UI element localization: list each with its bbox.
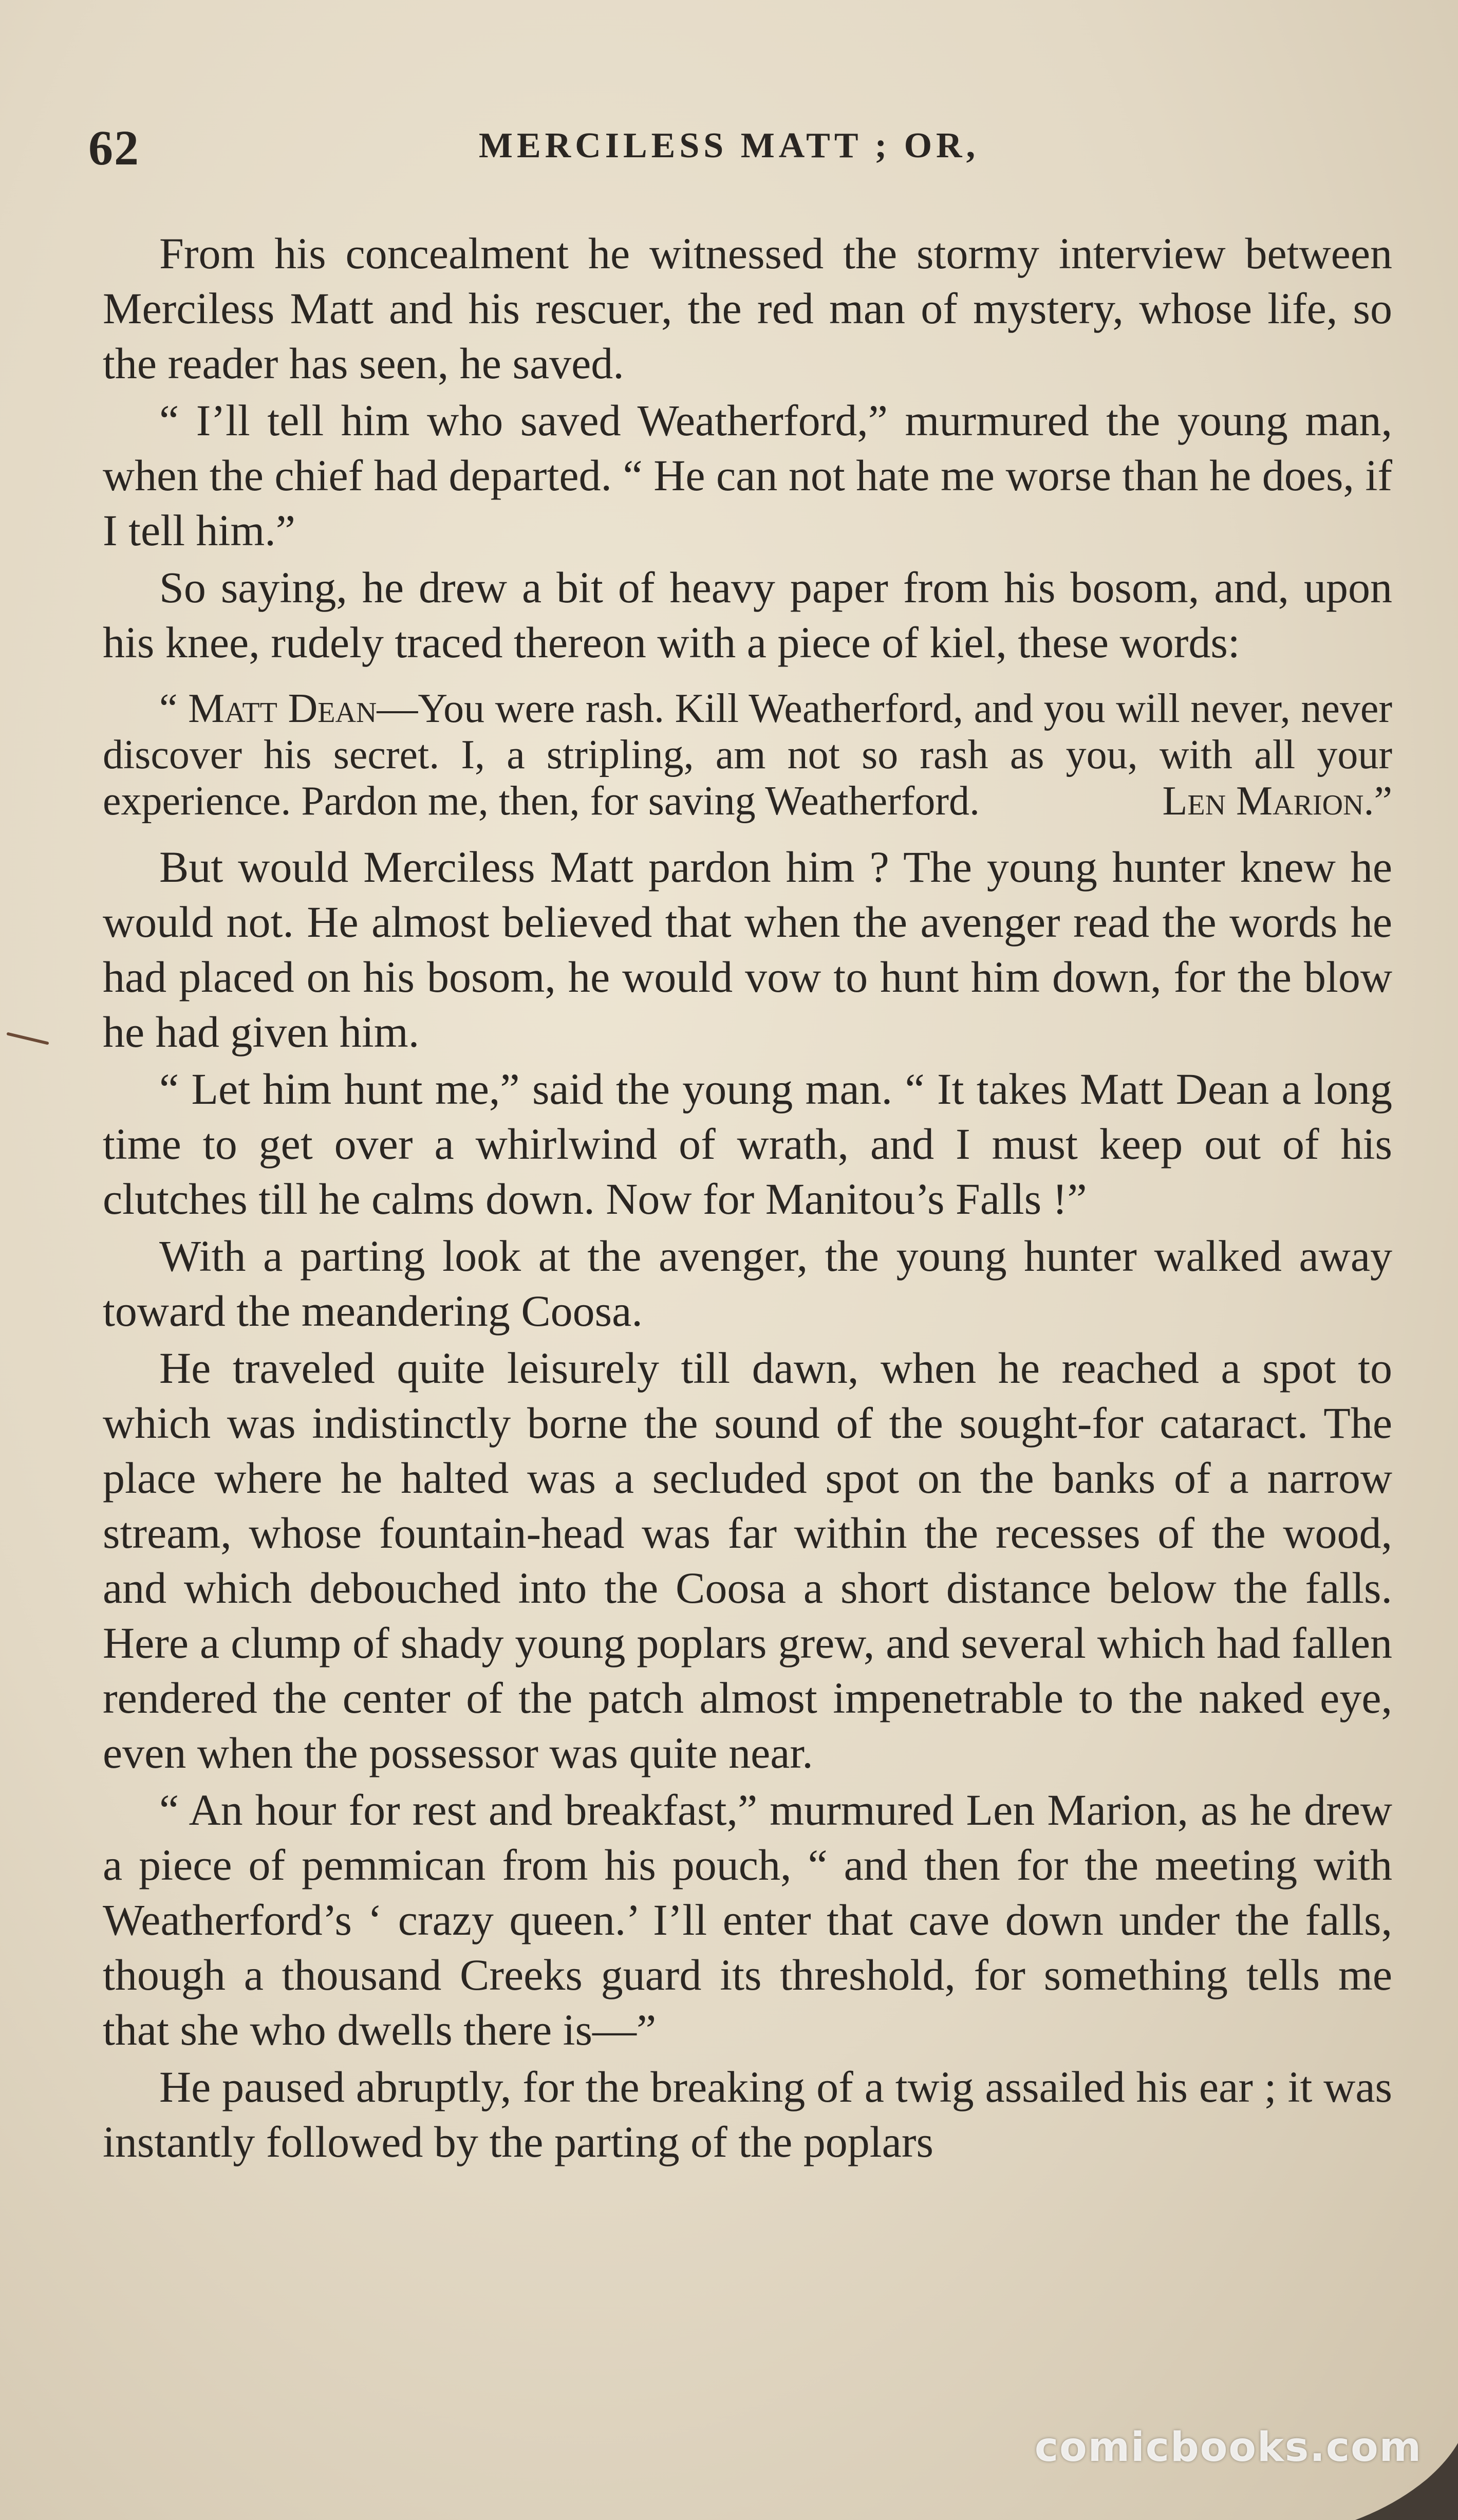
note-signature: Len Marion.” [1162,779,1392,824]
margin-pencil-mark [6,1028,52,1048]
note-body [103,685,1392,824]
note-text: —You were rash. Kill Weatherford, and you will never, never discover his secret. I, a stripling, am not so rash as you, with all your experience. Pardon me, then, for saving Weatherford. [103,686,1393,824]
paragraph: So saying, he drew a bit of heavy paper from his bosom, and, upon his knee, rudely traced thereon with a piece of kiel, these words: [103,563,1392,667]
paragraph: From his concealment he witnessed the stormy interview between Merciless Matt and his rescuer, the red man of mystery, whose life, so the reader has seen, he saved. [103,229,1392,388]
watermark: comicbooks.com [1034,2424,1422,2471]
paragraph: He traveled quite leisurely till dawn, when he reached a spot to which was indistinctly borne the sound of the sought-for cataract. The place where he halted was a secluded spot on the banks of a narrow stream, whose fountain-head was far within the recesses of the wood, and which debouched into the Coosa a short distance below the falls. Here a clump of shady young poplars grew, and several which had fallen rendered the center of the patch almost impenetrable to the naked eye, even when the possessor was quite near. [103,1343,1392,1777]
note-opening-quote: “ [159,686,178,731]
paragraph: “ An hour for rest and breakfast,” murmured Len Marion, as he drew a piece of pemmican from his pouch, “ and then for the meeting with Weatherford’s ‘ crazy queen.’ I’ll enter that cave down under the falls, though a thousand Creeks guard its threshold, for something tells me that she who dwells there is—” [103,1785,1392,2054]
running-head: MERCILESS MATT ; OR, [478,126,980,165]
paragraph: With a parting look at the avenger, the young hunter walked away toward the meandering Coosa. [103,1231,1392,1336]
paragraph: But would Merciless Matt pardon him ? The young hunter knew he would not. He almost believed that when the avenger read the words he had placed on his bosom, he would vow to hunt him down, for the blow he had given him. [103,842,1392,1057]
paragraph: He paused abruptly, for the breaking of a twig assailed his ear ; it was instantly followed by the parting of the poplars [103,2062,1392,2166]
paragraph: “ Let him hunt me,” said the young man. “ It takes Matt Dean a long time to get over a whirlwind of wrath, and I must keep out of his clutches till he calms down. Now for Manitou’s Falls !” [103,1064,1392,1224]
page-number: 62 [88,120,140,175]
written-note [103,685,1392,824]
paragraph: “ I’ll tell him who saved Weatherford,” murmured the young man, when the chief had departed. “ He can not hate me worse than he does, if I tell him.” [103,396,1392,555]
note-addressee: Matt Dean [188,686,377,731]
body-text [103,226,1392,2170]
